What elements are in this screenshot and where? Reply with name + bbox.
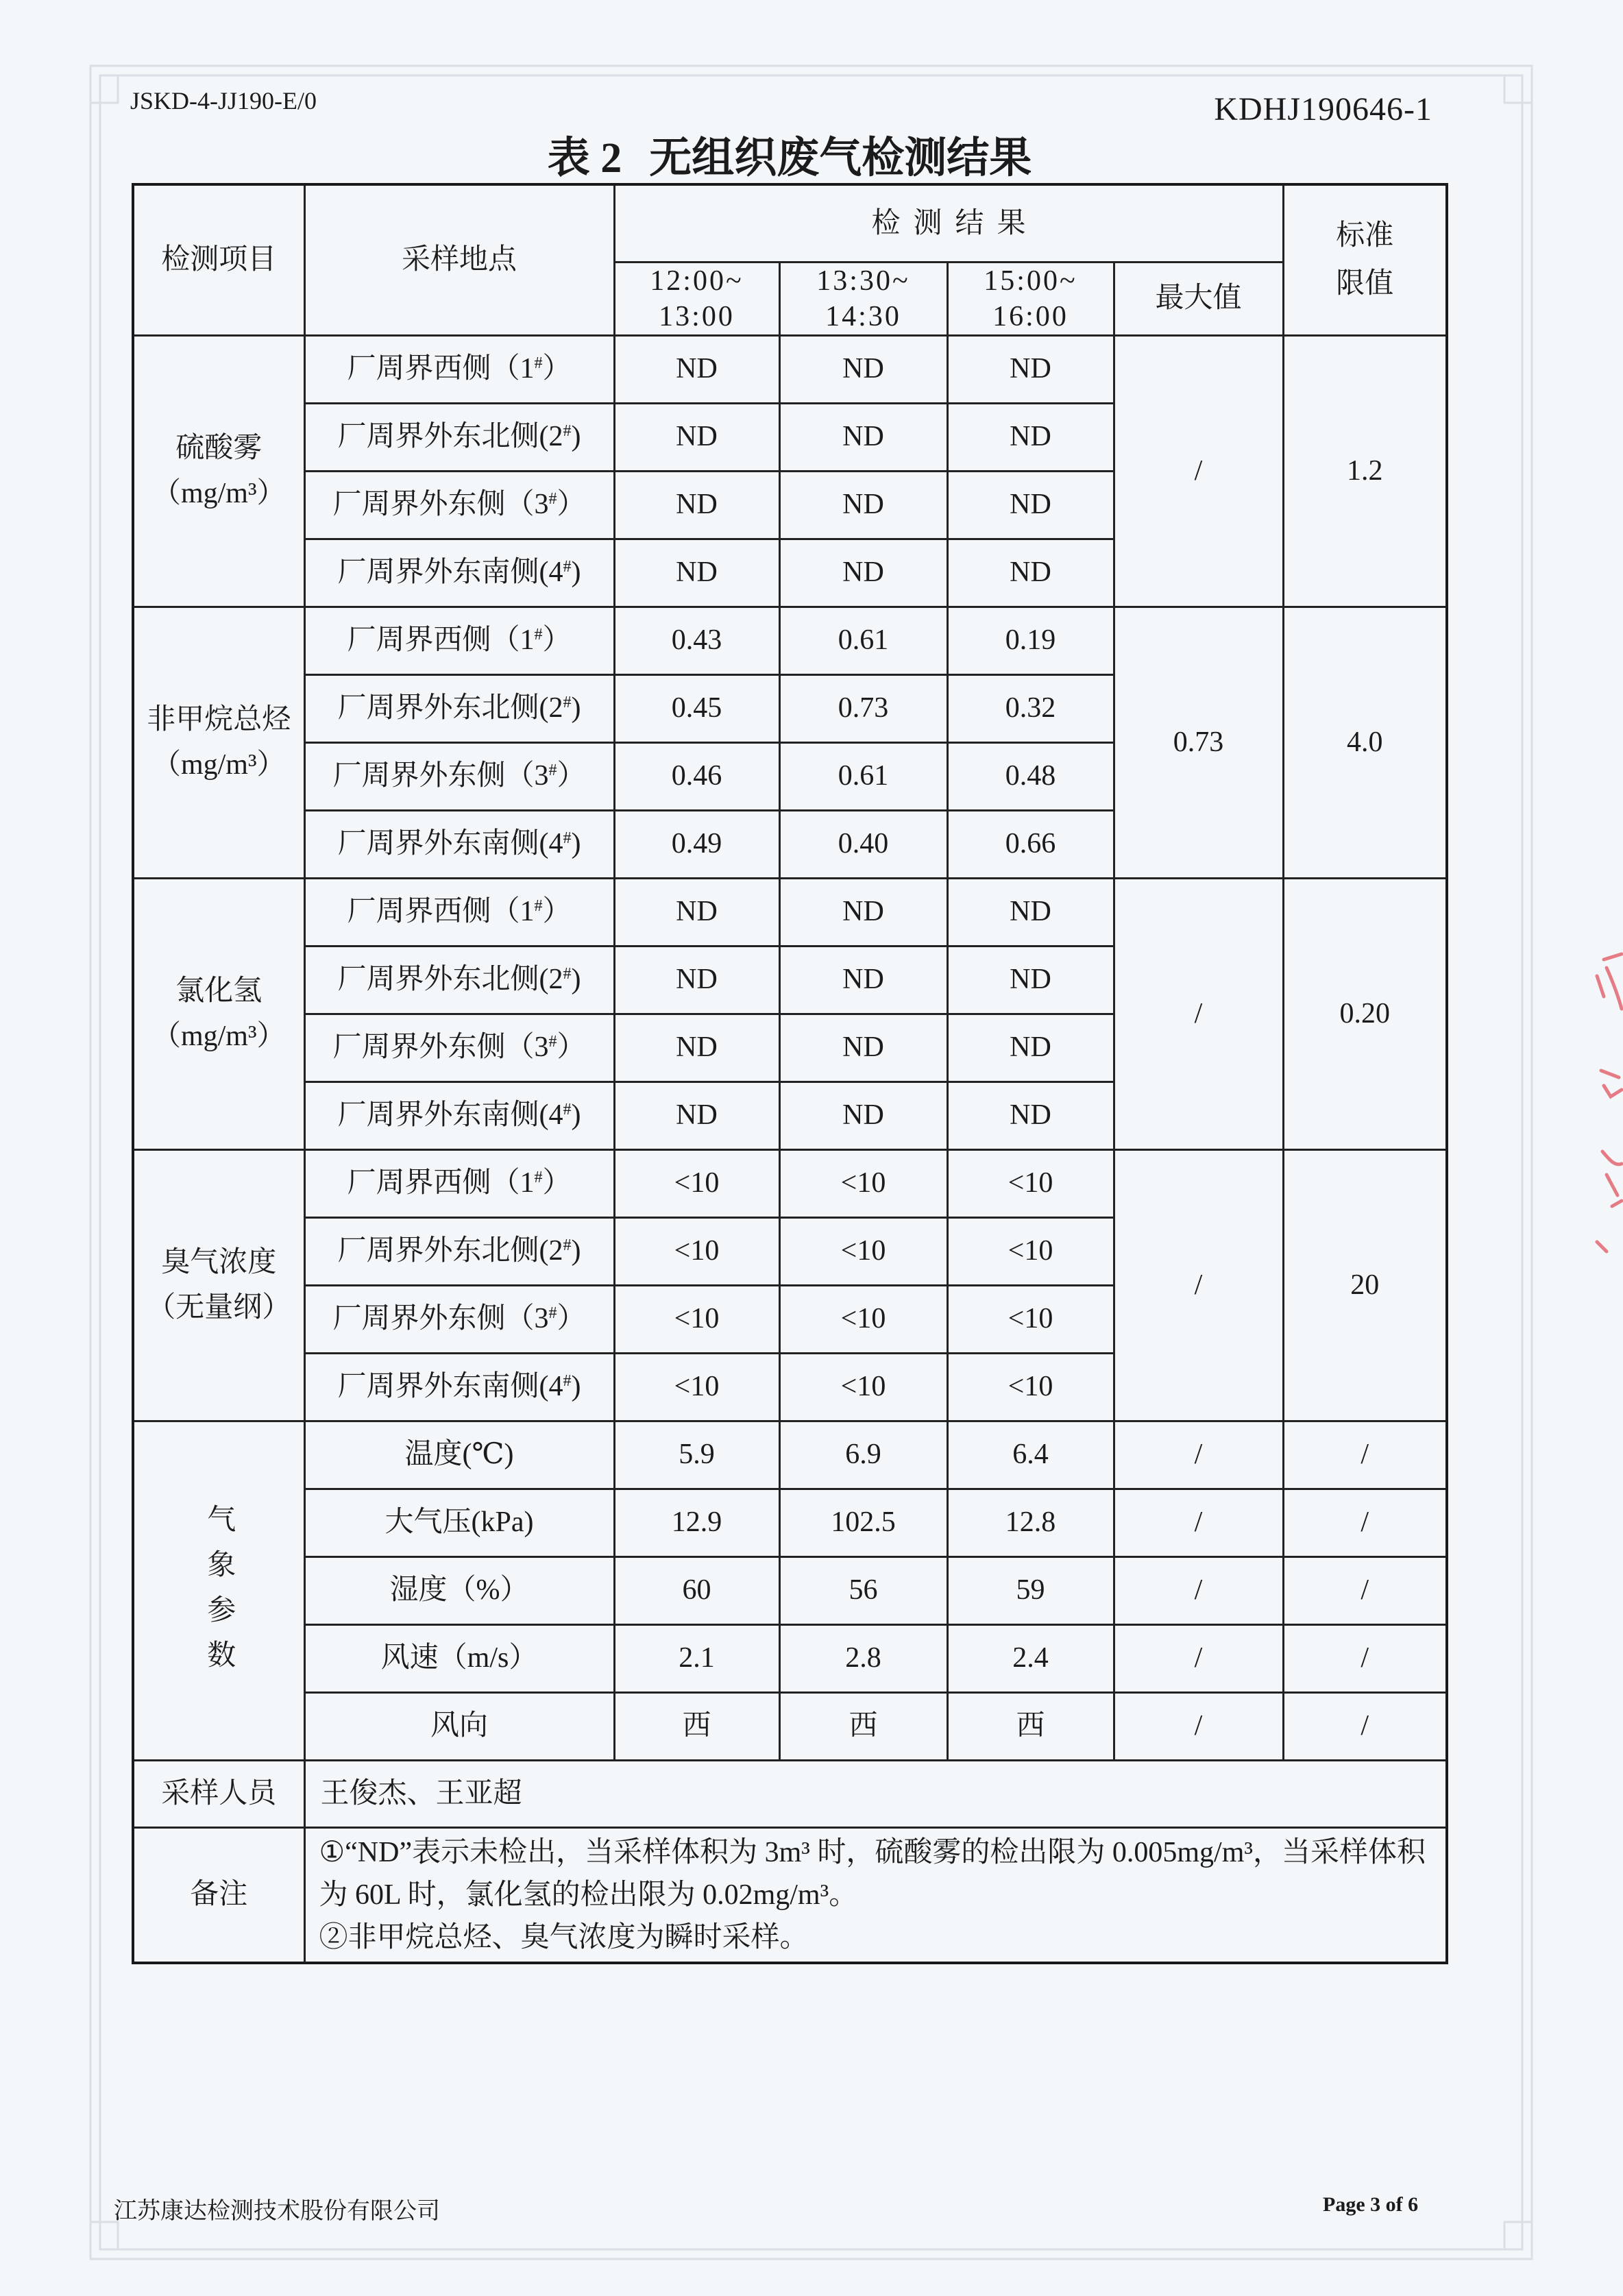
location-name: 厂周界外东侧（3: [332, 489, 549, 521]
sampling-location-cell: [304, 335, 614, 403]
location-name: 厂周界西侧（1: [347, 1167, 535, 1199]
pollutant-cell: [133, 878, 304, 1149]
result-value-cell: <10: [947, 1285, 1114, 1353]
max-value-cell: /: [1114, 1556, 1283, 1624]
sampler-label: 采样人员: [133, 1760, 304, 1827]
result-value-cell: 0.61: [779, 607, 947, 674]
result-value-cell: ND: [779, 946, 947, 1014]
remark-note: ①“ND”表示未检出，当采样体积为 3m³ 时，硫酸雾的检出限为 0.005mg/m³，当采样体积为 60L 时，氯化氢的检出限为 0.02mg/m³。: [319, 1836, 1426, 1911]
result-value-cell: <10: [779, 1285, 947, 1353]
document-code: JSKD-4-JJ190-E/0: [130, 87, 317, 114]
location-name: 厂周界外东南侧(4: [337, 557, 563, 589]
location-name: 厂周界外东北侧(2: [337, 692, 563, 724]
result-value-cell: ND: [779, 403, 947, 471]
header-test-item: 检测项目: [133, 184, 304, 335]
location-close: ）: [557, 1303, 586, 1335]
weather-value-cell: 西: [779, 1692, 947, 1760]
sampling-location-cell: [304, 1149, 614, 1217]
max-value-cell: /: [1114, 878, 1283, 1149]
table-row: [133, 1489, 1447, 1556]
location-name: 厂周界外东侧（3: [332, 760, 549, 792]
location-close: ): [571, 692, 581, 724]
location-mark: #: [563, 1372, 572, 1391]
page-number: Page 3 of 6: [1323, 2193, 1419, 2216]
seal-stamp-fragment: [1576, 946, 1623, 1268]
standard-limit-cell: /: [1283, 1624, 1447, 1692]
result-value-cell: 0.48: [947, 742, 1114, 810]
header-row: [133, 184, 1447, 262]
location-name: 厂周界外东北侧(2: [337, 421, 563, 453]
pollutant-cell: [133, 335, 304, 607]
weather-param-name: 湿度（%）: [304, 1556, 614, 1624]
pollutant-unit: （无量纲）: [147, 1292, 291, 1323]
weather-value-cell: 西: [947, 1692, 1114, 1760]
weather-param-name: 风速（m/s）: [304, 1624, 614, 1692]
time-slot-start: 15:00~: [984, 265, 1077, 297]
weather-value-cell: 56: [779, 1556, 947, 1624]
location-close: ）: [542, 896, 572, 928]
pollutant-name: 非甲烷总烃: [147, 704, 291, 735]
result-value-cell: 0.19: [947, 607, 1114, 674]
weather-value-cell: 60: [614, 1556, 779, 1624]
standard-limit-cell: /: [1283, 1421, 1447, 1489]
header-limit-line-2: 限值: [1336, 268, 1394, 300]
location-mark: #: [563, 558, 572, 576]
table-row: [133, 1624, 1447, 1692]
location-close: ): [571, 1099, 581, 1132]
result-value-cell: ND: [614, 539, 779, 607]
table-number: 表 2: [547, 135, 622, 182]
location-mark: #: [548, 1033, 557, 1051]
location-close: ): [571, 421, 581, 453]
location-name: 厂周界外东北侧(2: [337, 964, 563, 996]
pollutant-cell: [133, 607, 304, 878]
standard-limit-cell: /: [1283, 1489, 1447, 1556]
header-standard-limit: [1283, 184, 1447, 335]
weather-param-name: 风向: [304, 1692, 614, 1760]
location-mark: #: [563, 422, 572, 441]
result-value-cell: ND: [779, 539, 947, 607]
result-value-cell: <10: [947, 1217, 1114, 1285]
weather-params-cell: [133, 1421, 304, 1760]
result-value-cell: <10: [614, 1285, 779, 1353]
location-close: ): [571, 1371, 581, 1403]
weather-param-name: 大气压(kPa): [304, 1489, 614, 1556]
remark-row: [133, 1827, 1447, 1963]
result-value-cell: ND: [614, 403, 779, 471]
result-value-cell: ND: [614, 471, 779, 539]
result-value-cell: ND: [947, 1014, 1114, 1082]
weather-value-cell: 12.9: [614, 1489, 779, 1556]
time-slot-end: 13:00: [659, 300, 735, 332]
standard-limit-cell: /: [1283, 1556, 1447, 1624]
pollutant-name: 硫酸雾: [175, 432, 263, 464]
sampler-names: 王俊杰、王亚超: [304, 1760, 1447, 1827]
max-value-cell: /: [1114, 1624, 1283, 1692]
location-name: 厂周界西侧（1: [347, 896, 535, 928]
max-value-cell: 0.73: [1114, 607, 1283, 878]
location-name: 厂周界外东侧（3: [332, 1303, 549, 1335]
location-close: ): [571, 964, 581, 996]
weather-value-cell: 102.5: [779, 1489, 947, 1556]
location-close: ）: [557, 760, 586, 792]
result-value-cell: <10: [947, 1353, 1114, 1421]
remark-label: 备注: [133, 1827, 304, 1963]
result-value-cell: 0.73: [779, 674, 947, 742]
header-sampling-location: 采样地点: [304, 184, 614, 335]
result-value-cell: 0.40: [779, 810, 947, 878]
result-value-cell: <10: [947, 1149, 1114, 1217]
sampling-location-cell: [304, 471, 614, 539]
result-value-cell: 0.43: [614, 607, 779, 674]
standard-limit-cell: 4.0: [1283, 607, 1447, 878]
result-value-cell: <10: [779, 1149, 947, 1217]
result-value-cell: ND: [779, 335, 947, 403]
result-value-cell: ND: [947, 471, 1114, 539]
result-value-cell: ND: [779, 471, 947, 539]
pollutant-unit: （mg/m³）: [151, 1021, 286, 1052]
result-value-cell: ND: [947, 335, 1114, 403]
sampling-location-cell: [304, 946, 614, 1014]
table-row: [133, 335, 1447, 403]
table-title: 无组织废气检测结果: [649, 135, 1032, 182]
weather-value-cell: 6.9: [779, 1421, 947, 1489]
location-name: 厂周界外东侧（3: [332, 1031, 549, 1064]
time-slot-end: 14:30: [825, 300, 901, 332]
result-value-cell: ND: [947, 1082, 1114, 1149]
table-row: [133, 878, 1447, 946]
location-close: ）: [557, 1031, 586, 1064]
location-mark: #: [548, 761, 557, 780]
table-row: [133, 1692, 1447, 1760]
report-number: KDHJ190646-1: [1214, 91, 1432, 127]
max-value-cell: /: [1114, 1489, 1283, 1556]
result-value-cell: <10: [779, 1353, 947, 1421]
sampling-location-cell: [304, 742, 614, 810]
location-name: 厂周界外东南侧(4: [337, 1371, 563, 1403]
result-value-cell: ND: [614, 335, 779, 403]
result-value-cell: ND: [614, 1014, 779, 1082]
remark-note: ②非甲烷总烃、臭气浓度为瞬时采样。: [319, 1921, 809, 1953]
page-title: [0, 123, 1579, 184]
pollutant-name: 氯化氢: [175, 975, 263, 1007]
result-value-cell: <10: [614, 1353, 779, 1421]
location-name: 厂周界外东南侧(4: [337, 1099, 563, 1132]
header-max-value: 最大值: [1114, 262, 1283, 335]
location-mark: #: [534, 354, 543, 373]
location-close: ）: [542, 353, 572, 385]
sampling-location-cell: [304, 403, 614, 471]
location-mark: #: [534, 897, 543, 916]
pollutant-unit: （mg/m³）: [151, 478, 286, 509]
location-mark: #: [563, 694, 572, 712]
results-table: [132, 183, 1448, 1964]
result-value-cell: ND: [779, 1014, 947, 1082]
location-mark: #: [563, 829, 572, 848]
result-value-cell: ND: [614, 878, 779, 946]
standard-limit-cell: /: [1283, 1692, 1447, 1760]
location-mark: #: [548, 490, 557, 509]
location-close: ): [571, 828, 581, 860]
standard-limit-cell: 1.2: [1283, 335, 1447, 607]
result-value-cell: 0.49: [614, 810, 779, 878]
sampling-location-cell: [304, 539, 614, 607]
location-name: 厂周界外东南侧(4: [337, 828, 563, 860]
results-tail: [133, 1760, 1447, 1963]
result-value-cell: ND: [779, 1082, 947, 1149]
location-close: ）: [557, 489, 586, 521]
location-mark: #: [563, 1236, 572, 1255]
result-value-cell: <10: [614, 1217, 779, 1285]
result-value-cell: ND: [947, 946, 1114, 1014]
location-close: ）: [542, 1167, 572, 1199]
location-close: ): [571, 1235, 581, 1267]
header-time-slot: [614, 262, 779, 335]
weather-param-name: 温度(℃): [304, 1421, 614, 1489]
time-slot-start: 13:30~: [816, 265, 910, 297]
result-value-cell: <10: [779, 1217, 947, 1285]
header-time-slot: [779, 262, 947, 335]
sampling-location-cell: [304, 1353, 614, 1421]
sampler-row: [133, 1760, 1447, 1827]
result-value-cell: ND: [947, 539, 1114, 607]
weather-value-cell: 5.9: [614, 1421, 779, 1489]
sampling-location-cell: [304, 1285, 614, 1353]
weather-value-cell: 2.4: [947, 1624, 1114, 1692]
location-name: 厂周界外东北侧(2: [337, 1235, 563, 1267]
location-name: 厂周界西侧（1: [347, 624, 535, 657]
max-value-cell: /: [1114, 1149, 1283, 1421]
weather-value-cell: 2.1: [614, 1624, 779, 1692]
max-value-cell: /: [1114, 335, 1283, 607]
weather-value-cell: 12.8: [947, 1489, 1114, 1556]
table-row: [133, 1149, 1447, 1217]
sampling-location-cell: [304, 810, 614, 878]
result-value-cell: ND: [779, 878, 947, 946]
location-mark: #: [563, 965, 572, 984]
location-mark: #: [548, 1304, 557, 1323]
pollutant-unit: （mg/m³）: [151, 749, 286, 781]
footer-company: 江苏康达检测技术股份有限公司: [114, 2199, 440, 2224]
table-row: [133, 1421, 1447, 1489]
max-value-cell: /: [1114, 1421, 1283, 1489]
header-limit-line-1: 标准: [1336, 220, 1394, 252]
max-value-cell: /: [1114, 1692, 1283, 1760]
result-value-cell: 0.45: [614, 674, 779, 742]
sampling-location-cell: [304, 1217, 614, 1285]
result-value-cell: 0.32: [947, 674, 1114, 742]
weather-value-cell: 6.4: [947, 1421, 1114, 1489]
standard-limit-cell: 20: [1283, 1149, 1447, 1421]
sampling-location-cell: [304, 1082, 614, 1149]
sampling-location-cell: [304, 1014, 614, 1082]
result-value-cell: 0.46: [614, 742, 779, 810]
header-time-slot: [947, 262, 1114, 335]
result-value-cell: ND: [614, 1082, 779, 1149]
time-slot-end: 16:00: [992, 300, 1069, 332]
results-body: [133, 335, 1447, 1760]
time-slot-start: 12:00~: [650, 265, 744, 297]
sampling-location-cell: [304, 607, 614, 674]
header-test-results: 检测结果: [614, 184, 1283, 262]
sampling-location-cell: [304, 878, 614, 946]
location-mark: #: [534, 626, 543, 644]
pollutant-name: 臭气浓度: [161, 1247, 277, 1278]
location-close: ）: [542, 624, 572, 657]
weather-value-cell: 2.8: [779, 1624, 947, 1692]
result-value-cell: 0.66: [947, 810, 1114, 878]
table-row: [133, 607, 1447, 674]
weather-params-label: 气象参数: [203, 1503, 235, 1685]
location-mark: #: [563, 1101, 572, 1119]
result-value-cell: ND: [614, 946, 779, 1014]
location-mark: #: [534, 1169, 543, 1187]
result-value-cell: <10: [614, 1149, 779, 1217]
weather-value-cell: 59: [947, 1556, 1114, 1624]
location-name: 厂周界西侧（1: [347, 353, 535, 385]
pollutant-cell: [133, 1149, 304, 1421]
table-row: [133, 1556, 1447, 1624]
result-value-cell: ND: [947, 878, 1114, 946]
result-value-cell: ND: [947, 403, 1114, 471]
standard-limit-cell: 0.20: [1283, 878, 1447, 1149]
location-close: ): [571, 557, 581, 589]
result-value-cell: 0.61: [779, 742, 947, 810]
remark-text: [304, 1827, 1447, 1963]
weather-value-cell: 西: [614, 1692, 779, 1760]
sampling-location-cell: [304, 674, 614, 742]
